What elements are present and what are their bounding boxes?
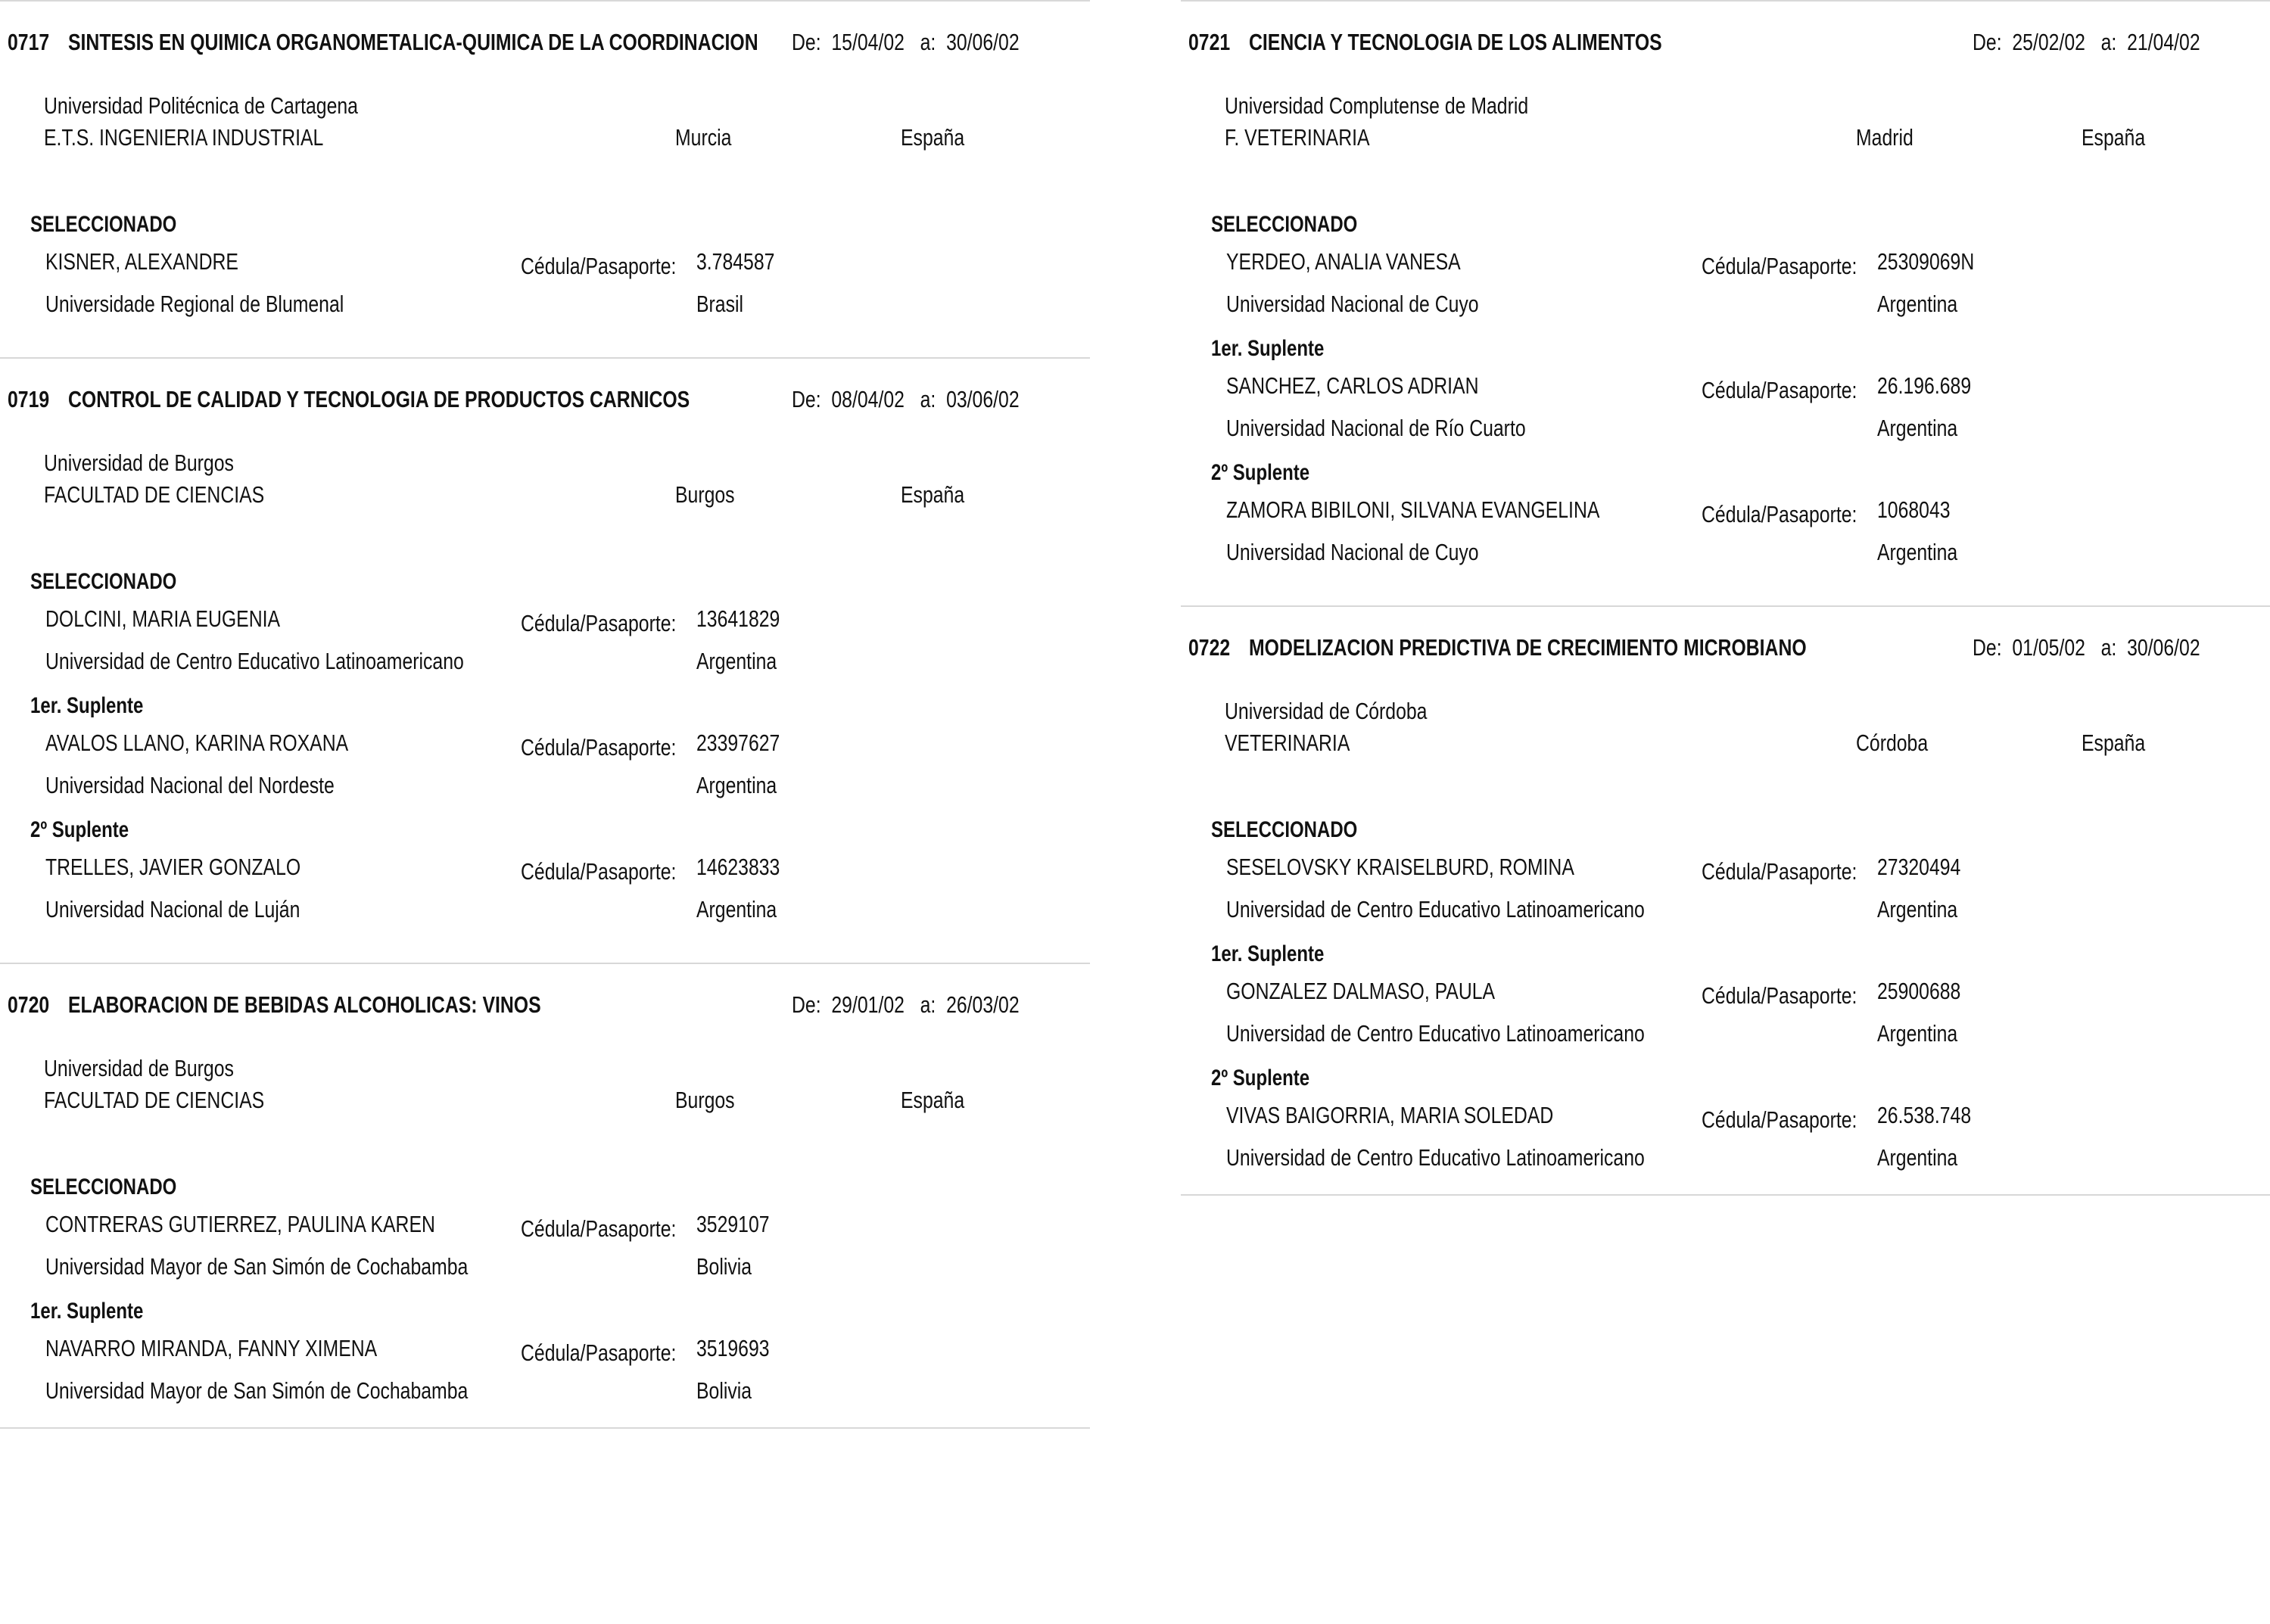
course-dates <box>792 991 1020 1019</box>
id-label: Cédula/Pasaporte: <box>1702 858 1857 885</box>
course-code: 0720 <box>8 991 50 1018</box>
candidate <box>0 1288 1090 1412</box>
date-to: 21/04/02 <box>2127 29 2200 55</box>
candidate-institution-row <box>1181 288 2270 325</box>
candidate <box>1181 807 2270 931</box>
host-university-row <box>1181 74 2270 120</box>
candidate-role: 2º Suplente <box>30 817 129 842</box>
candidate-institution: Universidad Mayor de San Simón de Cochabamba <box>45 1377 469 1404</box>
date-to: 30/06/02 <box>2127 634 2200 661</box>
host-university: Universidad de Córdoba <box>1225 698 1428 724</box>
candidate-name: KISNER, ALEXANDRE <box>45 248 238 275</box>
candidate-id: 3519693 <box>696 1335 770 1361</box>
candidate <box>1181 325 2270 450</box>
host-country: España <box>2082 730 2146 756</box>
candidate-person-row <box>1181 242 2270 288</box>
host-university-row <box>0 431 1090 477</box>
candidate-institution-row <box>0 769 1090 807</box>
candidate-institution: Universidad Nacional de Cuyo <box>1226 291 1479 317</box>
candidate-role: 1er. Suplente <box>1211 336 1325 361</box>
id-label: Cédula/Pasaporte: <box>521 858 677 885</box>
candidate-name: VIVAS BAIGORRIA, MARIA SOLEDAD <box>1226 1102 1554 1128</box>
course-title: CONTROL DE CALIDAD Y TECNOLOGIA DE PRODUCTOS CARNICOS <box>68 386 690 412</box>
candidate-role-row <box>0 1164 1090 1205</box>
host-city: Córdoba <box>1856 730 1929 756</box>
host-faculty: FACULTAD DE CIENCIAS <box>44 1087 265 1113</box>
course-dates <box>792 29 1020 56</box>
id-label: Cédula/Pasaporte: <box>521 610 677 636</box>
date-from: 01/05/02 <box>2012 634 2085 661</box>
host-city: Murcia <box>675 124 732 151</box>
id-label: Cédula/Pasaporte: <box>521 734 677 761</box>
candidate-role-row <box>1181 931 2270 972</box>
candidate-name: NAVARRO MIRANDA, FANNY XIMENA <box>45 1335 378 1361</box>
course-header <box>0 359 1090 431</box>
candidate-person-row <box>0 848 1090 893</box>
host-country: España <box>901 1087 965 1113</box>
course-block <box>1181 605 2270 1196</box>
candidate-name: SANCHEZ, CARLOS ADRIAN <box>1226 372 1479 399</box>
from-label: De: <box>792 386 821 412</box>
to-label: a: <box>920 991 936 1018</box>
candidate-name: DOLCINI, MARIA EUGENIA <box>45 605 281 632</box>
id-label: Cédula/Pasaporte: <box>1702 253 1857 279</box>
host-faculty-row <box>0 120 1090 201</box>
host-country: España <box>901 124 965 151</box>
id-label: Cédula/Pasaporte: <box>521 1215 677 1242</box>
candidate-name: ZAMORA BIBILONI, SILVANA EVANGELINA <box>1226 496 1600 523</box>
candidate-person-row <box>0 242 1090 288</box>
candidate-role: 2º Suplente <box>1211 1066 1310 1090</box>
course-title: MODELIZACION PREDICTIVA DE CRECIMIENTO MICROBIANO <box>1249 634 1807 661</box>
from-label: De: <box>792 991 821 1018</box>
candidate <box>1181 931 2270 1055</box>
candidate-id: 3529107 <box>696 1211 770 1237</box>
host-faculty-row <box>0 1082 1090 1164</box>
host-country: España <box>901 481 965 508</box>
to-label: a: <box>920 29 936 55</box>
candidate-institution-row <box>0 645 1090 683</box>
to-label: a: <box>2100 634 2117 661</box>
candidate-role-row <box>1181 325 2270 366</box>
course-title: SINTESIS EN QUIMICA ORGANOMETALICA-QUIMICA DE LA COORDINACION <box>68 29 758 55</box>
host-university: Universidad Politécnica de Cartagena <box>44 92 358 119</box>
date-to: 26/03/02 <box>946 991 1020 1018</box>
candidate-institution-row <box>0 1250 1090 1288</box>
candidate-institution: Universidad de Centro Educativo Latinoamericano <box>1226 896 1645 922</box>
candidate-name: SESELOVSKY KRAISELBURD, ROMINA <box>1226 854 1574 880</box>
date-from: 15/04/02 <box>831 29 905 55</box>
candidate-institution: Universidad Nacional de Cuyo <box>1226 539 1479 565</box>
id-label: Cédula/Pasaporte: <box>1702 982 1857 1009</box>
candidate <box>0 1164 1090 1288</box>
host-faculty-row <box>1181 120 2270 201</box>
from-label: De: <box>1973 29 2002 55</box>
candidate-institution-row <box>1181 1017 2270 1055</box>
candidate-list <box>1181 807 2270 1179</box>
candidate-person-row <box>1181 490 2270 536</box>
host-university-row <box>1181 680 2270 725</box>
host-city: Burgos <box>675 481 735 508</box>
candidate-country: Argentina <box>1877 1020 1958 1047</box>
candidate-institution-row <box>1181 536 2270 574</box>
host-university: Universidad de Burgos <box>44 450 234 476</box>
candidate-role-row <box>0 683 1090 723</box>
course-dates <box>1973 29 2200 56</box>
host-university: Universidad de Burgos <box>44 1055 234 1081</box>
candidate <box>0 201 1090 325</box>
candidate-country: Argentina <box>696 896 777 922</box>
candidate-id: 1068043 <box>1877 496 1951 523</box>
candidate-list <box>1181 201 2270 574</box>
course-title: ELABORACION DE BEBIDAS ALCOHOLICAS: VINOS <box>68 991 541 1018</box>
candidate <box>0 807 1090 931</box>
host-faculty-row <box>0 477 1090 558</box>
from-label: De: <box>792 29 821 55</box>
host-university: Universidad Complutense de Madrid <box>1225 92 1529 119</box>
candidate-person-row <box>0 1205 1090 1250</box>
candidate-role: 1er. Suplente <box>1211 941 1325 966</box>
candidate-name: GONZALEZ DALMASO, PAULA <box>1226 978 1496 1004</box>
candidate-institution: Universidad Nacional de Río Cuarto <box>1226 415 1526 441</box>
candidate-institution: Universidad Mayor de San Simón de Cochabamba <box>45 1253 469 1280</box>
host-faculty: F. VETERINARIA <box>1225 124 1370 151</box>
candidate-person-row <box>0 1329 1090 1374</box>
candidate-person-row <box>0 599 1090 645</box>
candidate-institution-row <box>1181 412 2270 450</box>
candidate-role-row <box>0 558 1090 599</box>
candidate-id: 23397627 <box>696 730 780 756</box>
candidate-role: SELECCIONADO <box>30 212 177 237</box>
course-block <box>0 0 1090 341</box>
block-separator <box>1181 589 2270 605</box>
candidate-list <box>0 201 1090 325</box>
host-faculty-row <box>1181 725 2270 807</box>
candidate-name: CONTRERAS GUTIERREZ, PAULINA KAREN <box>45 1211 435 1237</box>
candidate-role-row <box>1181 1055 2270 1096</box>
candidate-role-row <box>1181 201 2270 242</box>
candidate-list <box>0 1164 1090 1412</box>
candidate-role: 1er. Suplente <box>30 693 144 718</box>
candidate <box>0 683 1090 807</box>
candidate-id: 27320494 <box>1877 854 1961 880</box>
candidate-country: Argentina <box>1877 896 1958 922</box>
candidate-role: SELECCIONADO <box>1211 212 1358 237</box>
course-code: 0717 <box>8 29 50 55</box>
candidate-country: Argentina <box>1877 291 1958 317</box>
candidate-role-row <box>0 807 1090 848</box>
candidate-person-row <box>1181 972 2270 1017</box>
candidate-person-row <box>1181 848 2270 893</box>
candidate-role: 2º Suplente <box>1211 460 1310 485</box>
candidate-id: 13641829 <box>696 605 780 632</box>
candidate-id: 25309069N <box>1877 248 1975 275</box>
candidate-id: 26.538.748 <box>1877 1102 1972 1128</box>
right-column <box>1181 0 2270 1196</box>
candidate-id: 25900688 <box>1877 978 1961 1004</box>
candidate-person-row <box>1181 1096 2270 1141</box>
course-code: 0722 <box>1188 634 1231 661</box>
candidate-institution-row <box>1181 1141 2270 1179</box>
candidate-role-row <box>0 201 1090 242</box>
id-label: Cédula/Pasaporte: <box>521 1339 677 1366</box>
course-code: 0719 <box>8 386 50 412</box>
course-code: 0721 <box>1188 29 1231 55</box>
host-university-row <box>0 74 1090 120</box>
candidate-institution: Universidad Nacional del Nordeste <box>45 772 335 798</box>
left-column <box>0 0 1090 1429</box>
id-label: Cédula/Pasaporte: <box>1702 1106 1857 1133</box>
host-faculty: E.T.S. INGENIERIA INDUSTRIAL <box>44 124 324 151</box>
candidate-name: AVALOS LLANO, KARINA ROXANA <box>45 730 349 756</box>
candidate-role: SELECCIONADO <box>1211 817 1358 842</box>
candidate-institution: Universidade Regional de Blumenal <box>45 291 344 317</box>
candidate-country: Argentina <box>696 648 777 674</box>
candidate-name: YERDEO, ANALIA VANESA <box>1226 248 1461 275</box>
host-faculty: FACULTAD DE CIENCIAS <box>44 481 265 508</box>
candidate-institution-row <box>0 1374 1090 1412</box>
candidate <box>1181 450 2270 574</box>
to-label: a: <box>2100 29 2117 55</box>
candidate-list <box>0 558 1090 931</box>
candidate-institution: Universidad de Centro Educativo Latinoamericano <box>1226 1020 1645 1047</box>
course-header <box>0 2 1090 74</box>
date-from: 08/04/02 <box>831 386 905 412</box>
candidate-institution-row <box>1181 893 2270 931</box>
course-header <box>0 964 1090 1037</box>
candidate-person-row <box>0 723 1090 769</box>
course-block <box>0 357 1090 946</box>
candidate-role-row <box>0 1288 1090 1329</box>
id-label: Cédula/Pasaporte: <box>1702 501 1857 527</box>
block-separator <box>0 946 1090 963</box>
course-title: CIENCIA Y TECNOLOGIA DE LOS ALIMENTOS <box>1249 29 1662 55</box>
candidate-country: Argentina <box>1877 539 1958 565</box>
course-block <box>0 963 1090 1429</box>
candidate-institution-row <box>0 893 1090 931</box>
from-label: De: <box>1973 634 2002 661</box>
block-separator <box>0 341 1090 357</box>
candidate <box>1181 201 2270 325</box>
course-dates <box>792 386 1020 413</box>
candidate-id: 3.784587 <box>696 248 775 275</box>
course-header <box>1181 607 2270 680</box>
id-label: Cédula/Pasaporte: <box>521 253 677 279</box>
candidate-name: TRELLES, JAVIER GONZALO <box>45 854 301 880</box>
candidate <box>1181 1055 2270 1179</box>
candidate-institution-row <box>0 288 1090 325</box>
candidate-id: 14623833 <box>696 854 780 880</box>
candidate-institution: Universidad Nacional de Luján <box>45 896 300 922</box>
candidate <box>0 558 1090 683</box>
candidate-country: Argentina <box>1877 1144 1958 1171</box>
date-to: 03/06/02 <box>946 386 1020 412</box>
candidate-country: Bolivia <box>696 1253 752 1280</box>
candidate-role-row <box>1181 450 2270 490</box>
candidate-role: SELECCIONADO <box>30 569 177 594</box>
candidate-role: 1er. Suplente <box>30 1299 144 1324</box>
candidate-country: Argentina <box>696 772 777 798</box>
candidate-country: Brasil <box>696 291 744 317</box>
candidate-country: Bolivia <box>696 1377 752 1404</box>
host-faculty: VETERINARIA <box>1225 730 1350 756</box>
candidate-role: SELECCIONADO <box>30 1174 177 1199</box>
candidate-country: Argentina <box>1877 415 1958 441</box>
course-header <box>1181 2 2270 74</box>
host-city: Burgos <box>675 1087 735 1113</box>
candidate-institution: Universidad de Centro Educativo Latinoamericano <box>45 648 464 674</box>
id-label: Cédula/Pasaporte: <box>1702 377 1857 403</box>
course-block <box>1181 0 2270 589</box>
host-country: España <box>2082 124 2146 151</box>
candidate-id: 26.196.689 <box>1877 372 1972 399</box>
to-label: a: <box>920 386 936 412</box>
candidate-person-row <box>1181 366 2270 412</box>
date-to: 30/06/02 <box>946 29 1020 55</box>
candidate-role-row <box>1181 807 2270 848</box>
date-from: 29/01/02 <box>831 991 905 1018</box>
candidate-institution: Universidad de Centro Educativo Latinoamericano <box>1226 1144 1645 1171</box>
host-university-row <box>0 1037 1090 1082</box>
course-dates <box>1973 634 2200 661</box>
host-city: Madrid <box>1856 124 1913 151</box>
date-from: 25/02/02 <box>2012 29 2085 55</box>
